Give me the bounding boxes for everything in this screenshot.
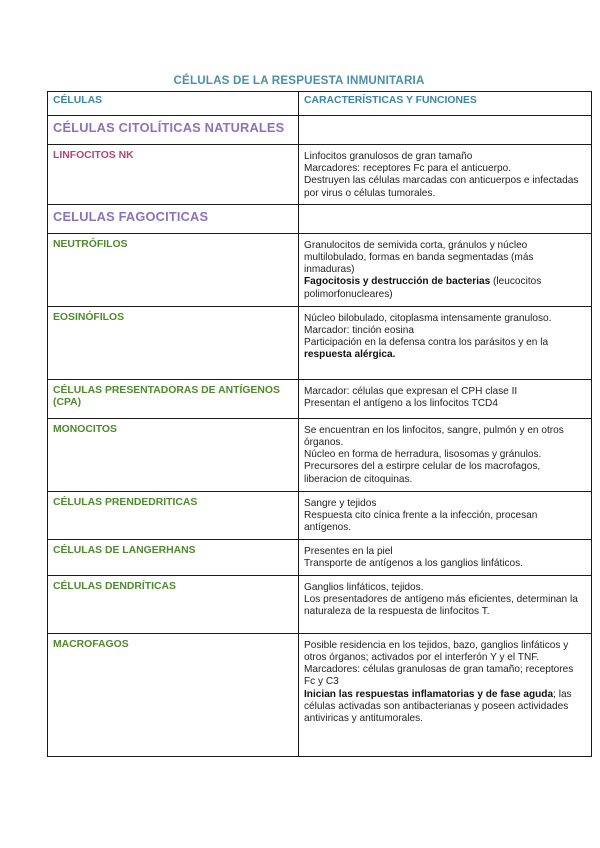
desc-bold: respuesta alérgica. bbox=[304, 349, 396, 361]
desc-line bbox=[304, 337, 586, 361]
section-cell bbox=[48, 116, 299, 145]
cell-type bbox=[48, 575, 299, 633]
cell-desc bbox=[299, 418, 592, 491]
cell-desc bbox=[299, 145, 592, 205]
header-cell-cells bbox=[48, 92, 299, 116]
cell-name-dendriticas: CÉLULAS DENDRÍTICAS bbox=[53, 580, 176, 592]
cell-type bbox=[48, 306, 299, 379]
desc-line: Presentes en la piel bbox=[304, 545, 393, 557]
cell-type bbox=[48, 491, 299, 539]
desc-line: Destruyen las células marcadas con anticuerpos e infectadas por virus o células tumorales. bbox=[304, 175, 579, 199]
header-cells-label: CÉLULAS bbox=[53, 95, 103, 106]
desc-line: Se encuentran en los linfocitos, sangre, pulmón y en otros órganos. bbox=[304, 424, 564, 449]
table-row-eosinofilos bbox=[48, 306, 592, 379]
desc-line: Presentan el antígeno a los linfocitos TCD4 bbox=[304, 398, 498, 410]
desc-line: Precursores del a estirpre celular de los macrofagos, liberacion de citoquinas. bbox=[304, 461, 541, 485]
cell-name-eosinofilos: EOSINÓFILOS bbox=[53, 311, 125, 323]
desc-line: Ganglios linfáticos, tejidos. bbox=[304, 581, 424, 593]
desc-line: Sangre y tejidos bbox=[304, 497, 377, 509]
desc-line: Marcador: tinción eosina bbox=[304, 325, 414, 337]
section-row-fagociticas bbox=[48, 204, 592, 233]
desc-line bbox=[304, 276, 586, 300]
desc-line: Los presentadores de antígeno más eficientes, determinan la naturaleza de la respuesta de linfocitos T. bbox=[304, 594, 578, 618]
section-cell bbox=[48, 204, 299, 233]
page-title: CÉLULAS DE LA RESPUESTA INMUNITARIA bbox=[173, 74, 425, 87]
desc-line: Marcador: células que expresan el CPH clase II bbox=[304, 385, 518, 397]
cell-type bbox=[48, 233, 299, 306]
cell-type bbox=[48, 539, 299, 575]
desc-bold: Inician las respuestas inflamatorias y de fase aguda bbox=[304, 688, 554, 700]
desc-line: Linfocitos granulosos de gran tamaño bbox=[304, 151, 473, 162]
desc-text: ; las células activadas son antibacterianas y poseen actividades antiviricas y antitumorales. bbox=[304, 688, 572, 725]
table-row-macrofagos bbox=[48, 633, 592, 756]
desc-line: Núcleo bilobulado, citoplasma intensamente granuloso. bbox=[304, 312, 552, 324]
cell-type bbox=[48, 633, 299, 756]
table-row-langerhans bbox=[48, 539, 592, 575]
cells-table bbox=[47, 91, 592, 757]
desc-line: Marcadores: células granulosas de gran tamaño; receptores Fc y C3 bbox=[304, 664, 574, 688]
cell-name-nk: LINFOCITOS NK bbox=[53, 150, 134, 161]
header-cell-features bbox=[299, 92, 592, 116]
desc-text: Participación en la defensa contra los parásitos y en la bbox=[304, 337, 549, 349]
desc-line: Granulocitos de semivida corta, gránulos y núcleo multilobulado, formas en banda segmentadas (más inmaduras) bbox=[304, 239, 534, 276]
section-title-citoliticas: CÉLULAS CITOLÍTICAS NATURALES bbox=[53, 120, 285, 136]
desc-line: Respuesta cito cínica frente a la infección, procesan antígenos. bbox=[304, 510, 538, 534]
cell-name-neutrofilos: NEUTRÓFILOS bbox=[53, 238, 128, 250]
cell-desc bbox=[299, 491, 592, 539]
desc-line: Núcleo en forma de herradura, lisosomas y gránulos. bbox=[304, 449, 542, 461]
cell-type bbox=[48, 418, 299, 491]
cell-desc bbox=[299, 539, 592, 575]
desc-line: Marcadores: receptores Fc para el anticuerpo. bbox=[304, 163, 512, 175]
cell-name-prendedriticas: CÉLULAS PRENDEDRITICAS bbox=[53, 496, 198, 508]
cell-type bbox=[48, 379, 299, 418]
section-row-citoliticas bbox=[48, 116, 592, 145]
table-row-neutrofilos bbox=[48, 233, 592, 306]
cell-desc bbox=[299, 306, 592, 379]
desc-line: Posible residencia en los tejidos, bazo, ganglios linfáticos y otros órganos; activados por el interferón Y y el TNF. bbox=[304, 639, 569, 664]
table-row-cpa bbox=[48, 379, 592, 418]
table-row-dendriticas bbox=[48, 575, 592, 633]
cell-desc bbox=[299, 379, 592, 418]
cell-desc bbox=[299, 233, 592, 306]
cell-desc bbox=[299, 633, 592, 756]
cell-name-macrofagos: MACROFAGOS bbox=[53, 638, 129, 650]
section-title-fagociticas: CELULAS FAGOCITICAS bbox=[53, 209, 209, 225]
cell-name-cpa: CÉLULAS PRESENTADORAS DE ANTÍGENOS (CPA) bbox=[53, 384, 280, 409]
empty-cell bbox=[299, 116, 592, 145]
cell-type bbox=[48, 145, 299, 205]
desc-text: (leucocitos polimorfonucleares) bbox=[304, 276, 542, 300]
cell-name-monocitos: MONOCITOS bbox=[53, 423, 117, 435]
table-row-nk bbox=[48, 145, 592, 205]
desc-line bbox=[304, 689, 586, 726]
table-row-prendedriticas bbox=[48, 491, 592, 539]
desc-line: Transporte de antígenos a los ganglios linfáticos. bbox=[304, 558, 524, 570]
table-header-row bbox=[48, 92, 592, 116]
table-row-monocitos bbox=[48, 418, 592, 491]
cell-name-langerhans: CÉLULAS DE LANGERHANS bbox=[53, 544, 196, 556]
empty-cell bbox=[299, 204, 592, 233]
desc-bold: Fagocitosis y destrucción de bacterias bbox=[304, 276, 491, 288]
header-features-label: CARACTERÍSTICAS Y FUNCIONES bbox=[304, 95, 477, 106]
cell-desc bbox=[299, 575, 592, 633]
